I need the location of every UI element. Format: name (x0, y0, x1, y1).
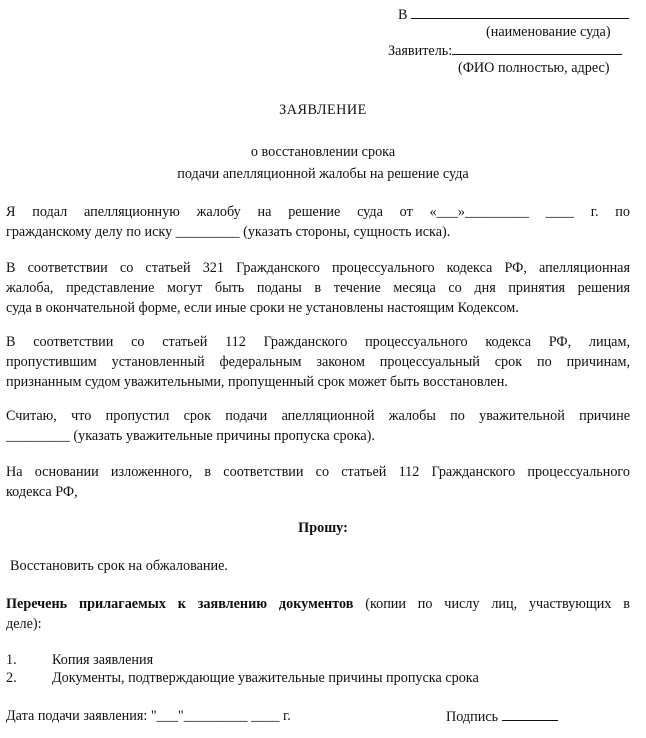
paragraph-line: В соответствии со статьей 112 Гражданского процессуального кодекса РФ, лицам, (6, 334, 630, 350)
paragraph-line: пропустившим установленный федеральным законом процессуальный срок по причинам, (6, 354, 630, 370)
paragraph-line: признанным судом уважительными, пропущенный срок может быть восстановлен. (6, 374, 508, 390)
list-item (6, 668, 479, 688)
signature-field (446, 706, 558, 727)
paragraph-line: жалоба, представление могут быть поданы в течение месяца со дня принятия решения (6, 280, 630, 296)
applicant-hint: (ФИО полностью, адрес) (458, 60, 610, 76)
paragraph-line: Я подал апелляционную жалобу на решение суда от «___»_________ ____ г. по (6, 204, 630, 220)
paragraph-appeal-filed (6, 202, 630, 242)
paragraph-article-321 (6, 258, 630, 318)
paragraph-line: Считаю, что пропустил срок подачи апелляционной жалобы по уважительной причине (6, 408, 630, 424)
paragraph-valid-reason (6, 406, 630, 446)
court-line[interactable] (411, 4, 629, 19)
list-item-text: Документы, подтверждающие уважительные причины пропуска срока (52, 670, 479, 686)
paragraph-line: кодекса РФ, (6, 484, 78, 500)
title-subline-2: подачи апелляционной жалобы на решение суда (177, 166, 469, 182)
paragraph-line: В соответствии со статьей 321 Гражданского процессуального кодекса РФ, апелляционная (6, 260, 630, 276)
attachments-heading-rest: (копии по числу лиц, участвующих в (353, 596, 630, 612)
list-item (6, 650, 153, 670)
paragraph-basis (6, 462, 630, 502)
paragraph-line: На основании изложенного, в соответствии со статьей 112 Гражданского процессуального (6, 464, 630, 480)
filing-date-field: Дата подачи заявления: "___"_________ ____ г. (6, 708, 291, 724)
attachments-heading-line2: деле): (6, 616, 42, 632)
applicant-label: Заявитель: (388, 43, 453, 59)
request-heading: Прошу: (298, 520, 348, 536)
paragraph-line: суда в окончательной форме, если иные сроки не установлены настоящим Кодексом. (6, 300, 519, 316)
signature-label: Подпись (446, 709, 499, 725)
court-hint: (наименование суда) (486, 24, 611, 40)
paragraph-line: гражданскому делу по иску _________ (указать стороны, сущность иска). (6, 224, 451, 240)
court-prefix: В (398, 7, 408, 23)
attachments-heading-line (6, 594, 630, 614)
applicant-line[interactable] (452, 40, 622, 55)
attachments-heading (6, 594, 630, 634)
attachments-heading-bold: Перечень прилагаемых к заявлению документов (6, 596, 354, 612)
title-subline-1: о восстановлении срока (250, 144, 396, 160)
request-text: Восстановить срок на обжалование. (10, 558, 228, 574)
list-item-text: Копия заявления (52, 652, 154, 668)
paragraph-article-112 (6, 332, 630, 392)
document-title: ЗАЯВЛЕНИЕ (279, 102, 367, 118)
list-item-number: 2. (6, 670, 17, 686)
signature-line[interactable] (502, 706, 558, 721)
paragraph-line: _________ (указать уважительные причины пропуска срока). (6, 428, 375, 444)
list-item-number: 1. (6, 652, 17, 668)
